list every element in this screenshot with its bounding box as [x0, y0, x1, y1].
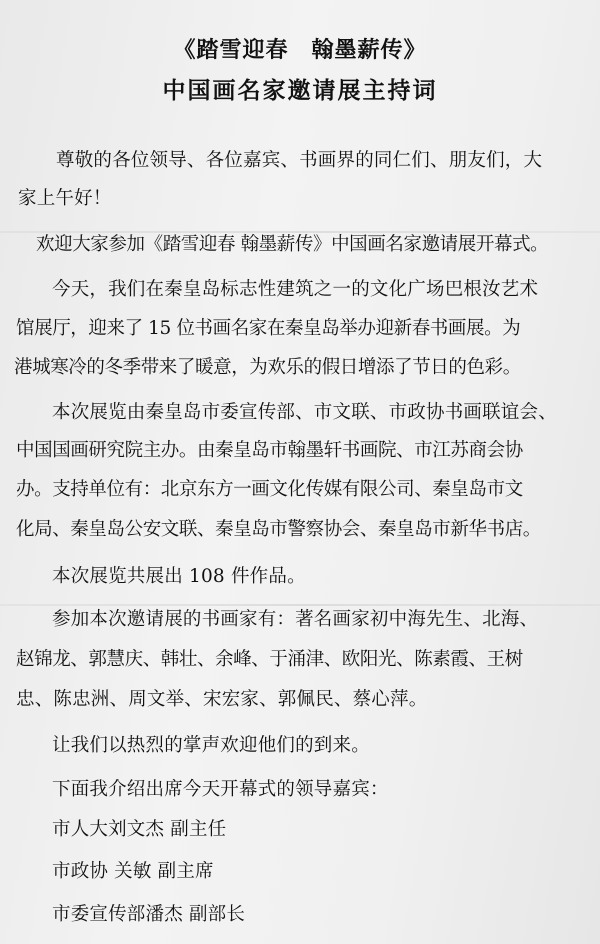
paragraph-line: 让我们以热烈的掌声欢迎他们的到来。	[52, 735, 370, 756]
paragraph-line: 尊敬的各位领导、各位嘉宾、书画界的同仁们、朋友们，大	[56, 150, 543, 171]
guest-line: 市政协 关敏 副主席	[52, 861, 214, 882]
paragraph-line: 本次展览共展出 108 件作品。	[52, 566, 306, 587]
paragraph-line: 忠、陈忠洲、周文举、宋宏家、郭佩民、蔡心萍。	[16, 689, 428, 710]
paragraph-line: 馆展厅，迎来了 15 位书画名家在秦皇岛举办迎新春书画展。为	[16, 318, 521, 339]
paragraph-line: 今天，我们在秦皇岛标志性建筑之一的文化广场巴根汝艺术	[52, 279, 539, 300]
paragraph-line: 办。支持单位有：北京东方一画文化传媒有限公司、秦皇岛市文	[16, 479, 523, 500]
document-title: 《踏雪迎春 翰墨薪传》	[173, 38, 427, 63]
paragraph-line: 本次展览由秦皇岛市委宣传部、市文联、市政协书画联谊会、	[52, 402, 557, 423]
paragraph-line: 家上午好！	[18, 188, 112, 209]
paragraph-line: 中国国画研究院主办。由秦皇岛市翰墨轩书画院、市江苏商会协	[16, 440, 523, 461]
paragraph-line: 赵锦龙、郭慧庆、韩壮、余峰、于涌津、欧阳光、陈素霞、王树	[16, 649, 523, 670]
paragraph-line: 参加本次邀请展的书画家有：著名画家初中海先生、北海、	[52, 609, 539, 630]
paragraph-line: 下面我介绍出席今天开幕式的领导嘉宾：	[52, 779, 389, 800]
document-subtitle: 中国画名家邀请展主持词	[162, 78, 438, 104]
paragraph-line: 化局、秦皇岛公安文联、秦皇岛市警察协会、秦皇岛市新华书店。	[16, 519, 541, 540]
guest-line: 市委宣传部潘杰 副部长	[52, 904, 246, 925]
paragraph-line: 港城寒冷的冬季带来了暖意，为欢乐的假日增添了节日的色彩。	[14, 357, 521, 378]
paper-fold-line	[0, 231, 600, 233]
guest-line: 市人大刘文杰 副主任	[52, 819, 227, 840]
paper-fold-line	[0, 604, 600, 606]
paragraph-line: 欢迎大家参加《踏雪迎春 翰墨薪传》中国画名家邀请展开幕式。	[36, 234, 549, 255]
